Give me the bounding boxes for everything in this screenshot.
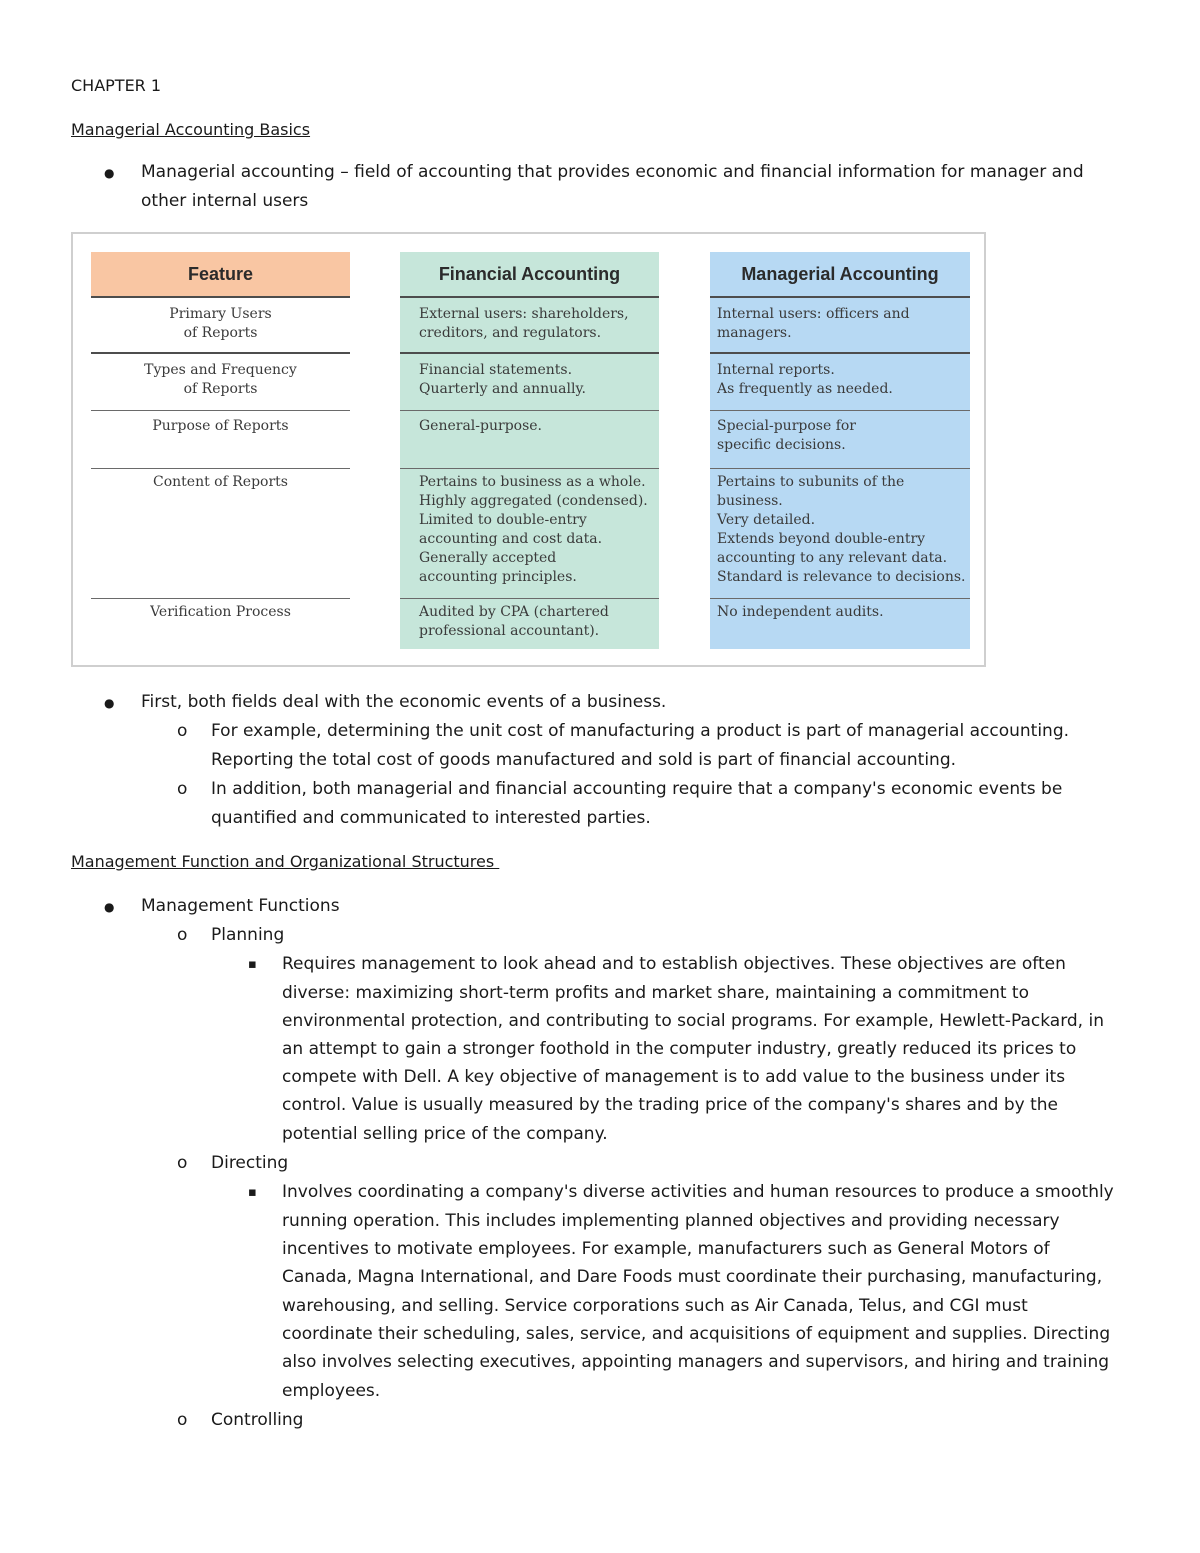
cell-managerial-types-frequency: Internal reports. As frequently as needed.: [717, 362, 893, 397]
cell-financial-purpose: General-purpose.: [419, 418, 542, 434]
header-managerial-accounting: Managerial Accounting: [710, 252, 970, 298]
planning-text-line: Requires management to look ahead and to establish objectives. These objectives are often: [282, 954, 1066, 974]
cell-managerial-primary-users: Internal users: officers and managers.: [717, 306, 910, 341]
bullet-circle: o: [177, 721, 188, 741]
example-1-line-2: Reporting the total cost of goods manufactured and sold is part of financial accounting.: [211, 750, 957, 770]
bullet-square: ▪: [248, 1185, 257, 1200]
example-2-line-1: In addition, both managerial and financial accounting require that a company's economic events be: [211, 779, 1063, 799]
planning-text-line: diverse: maximizing short-term profits and market share, maintaining a commitment to: [282, 983, 1029, 1003]
planning-text-line: control. Value is usually measured by the trading price of the company's shares and by the: [282, 1095, 1059, 1115]
cell-feature-verification: Verification Process: [150, 604, 291, 620]
point-first: First, both fields deal with the economic events of a business.: [141, 692, 667, 712]
section-heading-basics: Managerial Accounting Basics: [71, 120, 311, 139]
cell-feature-content: Content of Reports: [153, 474, 288, 490]
row-divider: [400, 468, 659, 469]
definition-line-2: other internal users: [141, 191, 309, 211]
directing-text-line: warehousing, and selling. Service corporations such as Air Canada, Telus, and CGI must: [282, 1296, 1028, 1316]
cell-managerial-content: Pertains to subunits of the business. Very detailed. Extends beyond double-entry accounting to any relevant data. Standard is relevance to decisions.: [717, 474, 966, 585]
comparison-table-figure: [71, 232, 986, 667]
bullet-circle: o: [177, 1153, 188, 1173]
bullet-disc: ●: [104, 166, 115, 180]
planning-text-line: compete with Dell. A key objective of management is to add value to the business under its: [282, 1067, 1066, 1087]
example-2-line-2: quantified and communicated to interested parties.: [211, 808, 651, 828]
cell-managerial-verification: No independent audits.: [717, 604, 884, 620]
cell-feature-purpose: Purpose of Reports: [152, 418, 289, 434]
row-divider: [91, 598, 350, 599]
bullet-square: ▪: [248, 957, 257, 972]
example-1-line-1: For example, determining the unit cost of manufacturing a product is part of managerial accounting.: [211, 721, 1070, 741]
row-divider: [400, 352, 659, 354]
chapter-title: CHAPTER 1: [71, 76, 162, 95]
planning-text-line: environmental protection, and contributing to social programs. For example, Hewlett-Packard, in: [282, 1011, 1104, 1031]
bullet-circle: o: [177, 779, 188, 799]
section-heading-management: Management Function and Organizational Structures: [71, 852, 500, 871]
function-directing: Directing: [211, 1153, 289, 1173]
row-divider: [91, 352, 350, 354]
row-divider: [710, 352, 970, 354]
row-divider: [710, 598, 970, 599]
directing-text-line: running operation. This includes implementing planned objectives and providing necessary: [282, 1211, 1060, 1231]
function-planning: Planning: [211, 925, 285, 945]
bullet-disc: ●: [104, 900, 115, 914]
row-divider: [400, 598, 659, 599]
management-functions: Management Functions: [141, 896, 340, 916]
planning-text-line: potential selling price of the company.: [282, 1124, 608, 1144]
row-divider: [400, 410, 659, 411]
bullet-circle: o: [177, 1410, 188, 1430]
bullet-circle: o: [177, 925, 188, 945]
cell-financial-content: Pertains to business as a whole. Highly aggregated (condensed). Limited to double-entry accounting and cost data. Generally accepted accounting principles.: [419, 474, 648, 585]
row-divider: [91, 410, 350, 411]
header-feature: Feature: [91, 252, 350, 298]
row-divider: [710, 410, 970, 411]
directing-text-line: also involves selecting executives, appointing managers and supervisors, and hiring and training: [282, 1352, 1110, 1372]
directing-text-line: incentives to motivate employees. For example, manufacturers such as General Motors of: [282, 1239, 1050, 1259]
row-divider: [91, 468, 350, 469]
function-controlling: Controlling: [211, 1410, 304, 1430]
directing-text-line: Canada, Magna International, and Dare Foods must coordinate their purchasing, manufacturing,: [282, 1267, 1103, 1287]
cell-financial-verification: Audited by CPA (chartered professional accountant).: [419, 604, 609, 639]
header-financial-accounting: Financial Accounting: [400, 252, 659, 298]
directing-text-line: Involves coordinating a company's diverse activities and human resources to produce a smoothly: [282, 1182, 1114, 1202]
cell-feature-types-frequency: Types and Frequency of Reports: [144, 362, 297, 397]
bullet-disc: ●: [104, 696, 115, 710]
definition-line-1: Managerial accounting – field of accounting that provides economic and financial information for manager and: [141, 162, 1084, 182]
cell-financial-types-frequency: Financial statements. Quarterly and annually.: [419, 362, 586, 397]
cell-feature-primary-users: Primary Users of Reports: [169, 306, 272, 341]
cell-managerial-purpose: Special-purpose for specific decisions.: [717, 418, 856, 453]
directing-text-line: employees.: [282, 1381, 381, 1401]
row-divider: [710, 468, 970, 469]
planning-text-line: an attempt to gain a stronger foothold in the computer industry, greatly reduced its prices to: [282, 1039, 1077, 1059]
directing-text-line: coordinate their scheduling, sales, service, and acquisitions of equipment and supplies. Directing: [282, 1324, 1111, 1344]
cell-financial-primary-users: External users: shareholders, creditors, and regulators.: [419, 306, 629, 341]
